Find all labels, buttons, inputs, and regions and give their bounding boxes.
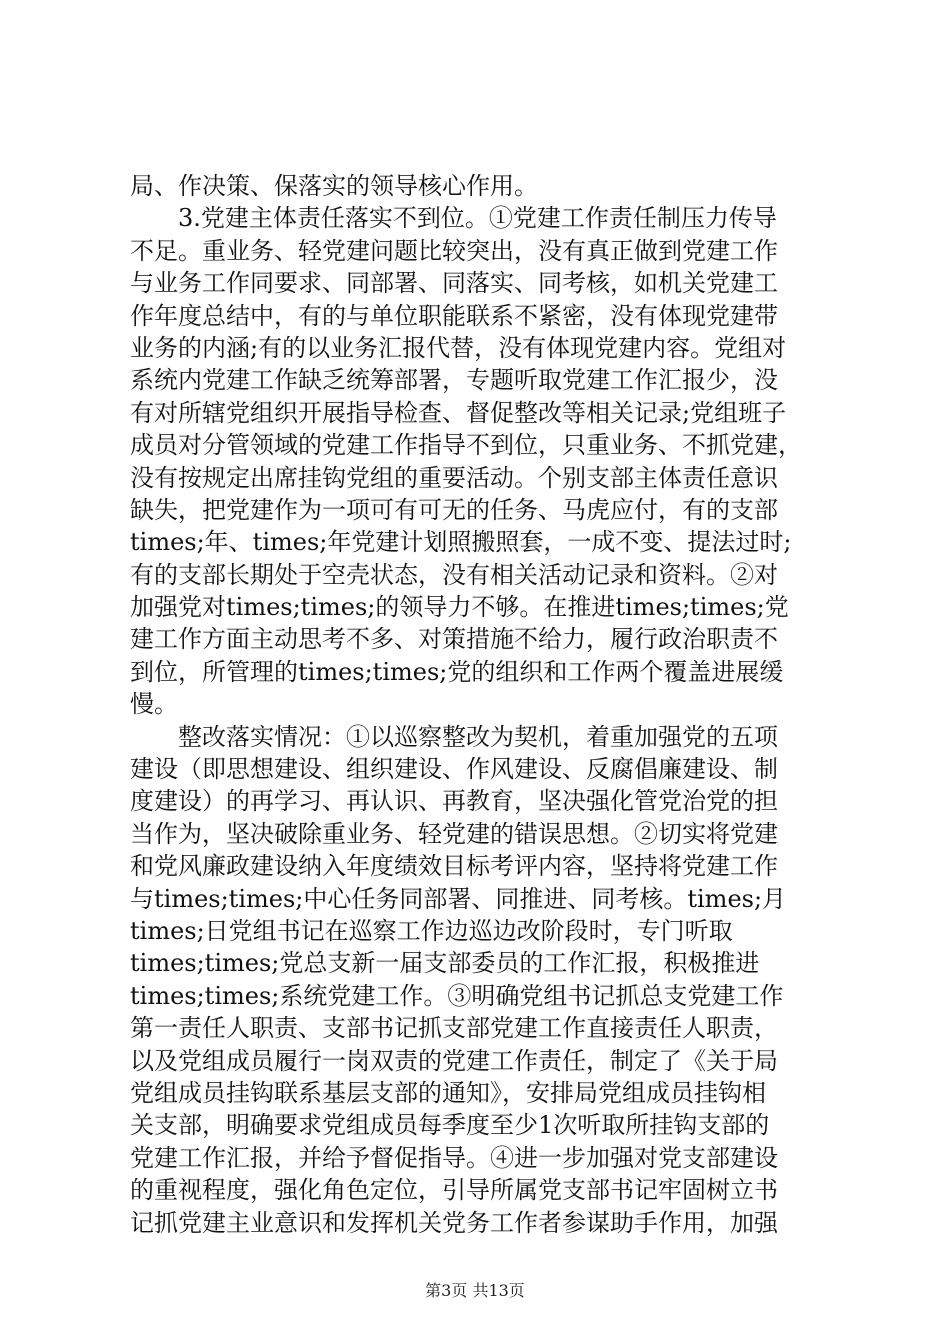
- text-line: 缺失，把党建作为一项可有可无的任务、马虎应付，有的支部: [130, 495, 778, 524]
- text-line: 建工作方面主动思考不多、对策措施不给力，履行政治职责不: [130, 625, 778, 654]
- text-line: 的重视程度，强化角色定位，引导所属党支部书记牢固树立书: [130, 1176, 778, 1205]
- text-line: times;日党组书记在巡察工作边巡边改阶段时，专门听取: [130, 916, 733, 945]
- text-line: 建设（即思想建设、组织建设、作风建设、反腐倡廉建设、制: [130, 755, 778, 784]
- text-line: times;年、times;年党建计划照搬照套，一成不变、提法过时;: [130, 528, 792, 557]
- text-line: 党组成员挂钩联系基层支部的通知》，安排局党组成员挂钩相: [130, 1078, 766, 1107]
- text-line: 第一责任人职责、支部书记抓支部党建工作直接责任人职责，: [130, 1014, 778, 1043]
- text-line: 不足。重业务、轻党建问题比较突出，没有真正做到党建工作: [130, 236, 778, 265]
- text-line: 与业务工作同要求、同部署、同落实、同考核，如机关党建工: [130, 269, 778, 298]
- text-line: 3.党建主体责任落实不到位。①党建工作责任制压力传导: [130, 204, 777, 233]
- text-line: 党建工作汇报，并给予督促指导。④进一步加强对党支部建设: [130, 1143, 778, 1172]
- text-line: 以及党组成员履行一岗双责的党建工作责任，制定了《关于局: [130, 1046, 778, 1075]
- text-line: times;times;系统党建工作。③明确党组书记抓总支党建工作: [130, 981, 784, 1010]
- text-line: 慢。: [130, 690, 178, 719]
- text-line: 记抓党建主业意识和发挥机关党务工作者参谋助手作用，加强: [130, 1208, 778, 1237]
- text-line: 到位，所管理的times;times;党的组织和工作两个覆盖进展缓: [130, 657, 784, 686]
- text-line: 业务的内涵;有的以业务汇报代替，没有体现党建内容。党组对: [130, 333, 787, 362]
- text-line: 关支部，明确要求党组成员每季度至少1次听取所挂钩支部的: [130, 1111, 770, 1140]
- text-line: 与times;times;中心任务同部署、同推进、同考核。times;月: [130, 884, 787, 913]
- text-line: 局、作决策、保落实的领导核心作用。: [130, 172, 538, 200]
- text-line: 当作为，坚决破除重业务、轻党建的错误思想。②切实将党建: [130, 819, 778, 848]
- body-text: [130, 170, 840, 1239]
- text-line: 整改落实情况：①以巡察整改为契机，着重加强党的五项: [130, 722, 778, 751]
- text-line: 加强党对times;times;的领导力不够。在推进times;times;党: [130, 593, 789, 622]
- text-line: times;times;党总支新一届支部委员的工作汇报，积极推进: [130, 949, 760, 978]
- text-line: 有的支部长期处于空壳状态，没有相关活动记录和资料。②对: [130, 560, 778, 589]
- text-line: 度建设）的再学习、再认识、再教育，坚决强化管党治党的担: [130, 787, 778, 816]
- text-line: 有对所辖党组织开展指导检查、督促整改等相关记录;党组班子: [130, 398, 787, 427]
- text-line: 和党风廉政建设纳入年度绩效目标考评内容，坚持将党建工作: [130, 852, 778, 881]
- text-line: 成员对分管领域的党建工作指导不到位，只重业务、不抓党建，: [130, 431, 802, 460]
- text-line: 没有按规定出席挂钩党组的重要活动。个别支部主体责任意识: [130, 463, 778, 492]
- text-line: 作年度总结中，有的与单位职能联系不紧密，没有体现党建带: [130, 301, 778, 330]
- text-line: 系统内党建工作缺乏统筹部署，专题听取党建工作汇报少，没: [130, 366, 778, 395]
- page-number-footer: 第3页 共13页: [425, 1281, 525, 1300]
